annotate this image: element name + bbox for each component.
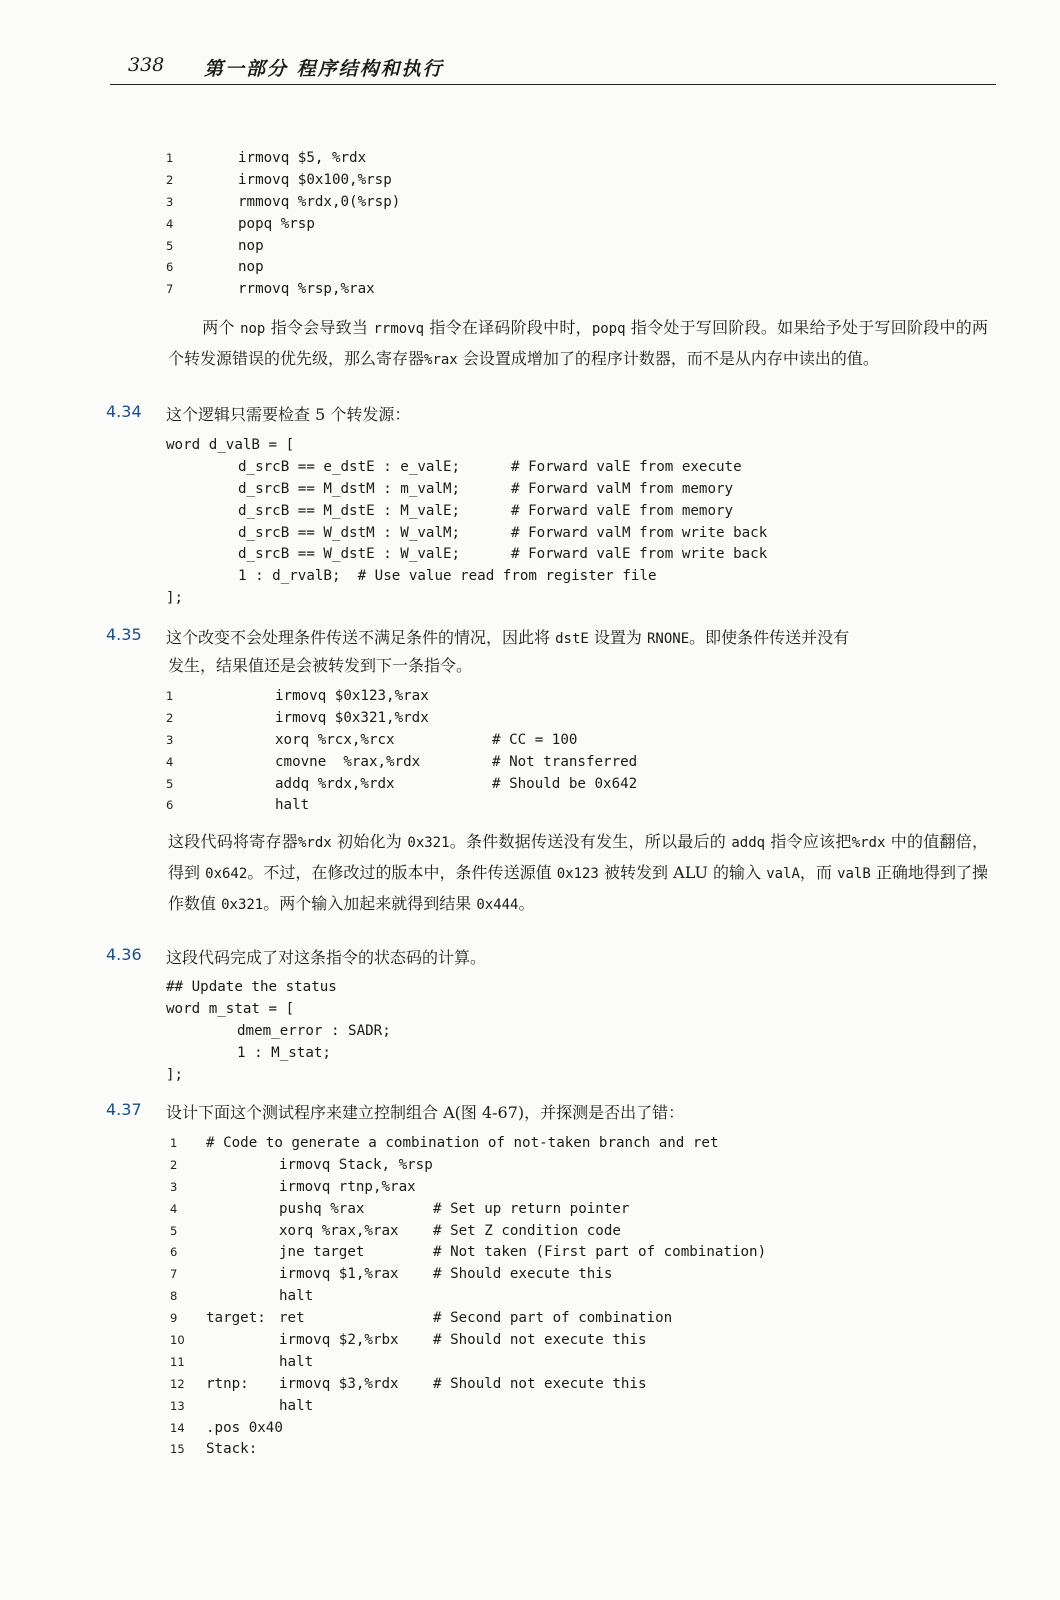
code-text: d_srcB == M_dstE : M_valE; — [238, 502, 461, 519]
code-text: rmmovq %rdx,0(%rsp) — [238, 193, 401, 210]
line-number: 8 — [170, 1289, 178, 1304]
code-label: .pos 0x40 — [206, 1419, 283, 1436]
line-number: 3 — [170, 1179, 178, 1194]
line-number: 15 — [170, 1442, 185, 1457]
code-text: halt — [279, 1288, 314, 1305]
code-comment: # Forward valM from write back — [511, 524, 768, 541]
code-comment: # Set Z condition code — [433, 1222, 621, 1239]
code-text: d_srcB == M_dstM : m_valM; — [238, 480, 461, 497]
code-comment: # Forward valE from write back — [511, 546, 768, 563]
code-text: cmovne %rax,%rdx — [275, 753, 421, 770]
code-text: irmovq $0x100,%rsp — [238, 171, 392, 188]
code-text: irmovq $1,%rax — [279, 1266, 399, 1283]
code-comment: # Forward valE from execute — [511, 458, 742, 475]
code-text: 1 : d_rvalB; # Use value read from register file — [238, 568, 657, 585]
line-number: 6 — [170, 1245, 178, 1260]
line-number: 2 — [166, 172, 174, 187]
code-text: irmovq $0x123,%rax — [275, 688, 429, 704]
code-text: ## Update the status — [166, 979, 337, 995]
line-number: 14 — [170, 1420, 185, 1435]
code-text: word d_valB = [ — [166, 437, 295, 453]
code-text: popq %rsp — [238, 215, 315, 232]
line-number: 5 — [170, 1223, 178, 1238]
code-comment: # Forward valE from memory — [511, 502, 734, 519]
line-number: 4 — [170, 1201, 178, 1216]
code-text: ]; — [166, 1066, 184, 1083]
code-text: addq %rdx,%rdx — [275, 775, 395, 792]
line-number: 7 — [170, 1267, 178, 1282]
line-number: 5 — [166, 238, 174, 253]
line-number: 3 — [166, 194, 174, 209]
line-number: 5 — [166, 776, 174, 791]
line-number: 1 — [166, 689, 174, 703]
line-number: 12 — [170, 1376, 185, 1391]
line-number: 4 — [166, 754, 174, 769]
code-comment: # Not transferred — [492, 753, 638, 770]
header-rule — [110, 84, 996, 85]
section-text-4-35: 这个改变不会处理条件传送不满足条件的情况，因此将 dstE 设置为 RNONE。即使条件传送并没有 — [166, 628, 850, 647]
code-text: pushq %rax — [279, 1200, 365, 1217]
line-number: 11 — [170, 1354, 185, 1369]
section-number-4-35: 4.35 — [106, 625, 142, 644]
code-text: d_srcB == W_dstE : W_valE; — [238, 546, 461, 563]
section-text-4-35-line2: 发生，结果值还是会被转发到下一条指令。 — [168, 656, 473, 675]
code-text: jne target — [279, 1244, 365, 1261]
code-text: rrmovq %rsp,%rax — [238, 281, 375, 298]
line-number: 2 — [166, 710, 174, 725]
code-label: Stack: — [206, 1441, 258, 1458]
code-text: d_srcB == W_dstM : W_valM; — [238, 524, 461, 541]
code-text: dmem_error : SADR; — [237, 1022, 391, 1039]
code-text: word m_stat = [ — [166, 1000, 295, 1017]
code-text: irmovq $2,%rbx — [279, 1332, 399, 1349]
code-comment: # Should not execute this — [433, 1375, 647, 1392]
code-comment: # Second part of combination — [433, 1310, 673, 1327]
line-number: 6 — [166, 798, 174, 813]
line-number: 9 — [170, 1311, 178, 1326]
code-text: nop — [238, 259, 264, 276]
page-number: 338 — [128, 54, 165, 76]
section-number-4-36: 4.36 — [106, 945, 142, 964]
section-text-4-36: 这段代码完成了对这条指令的状态码的计算。 — [166, 948, 487, 967]
running-header — [128, 54, 990, 86]
section-number-4-37: 4.37 — [106, 1100, 142, 1119]
code-comment: # Set up return pointer — [433, 1200, 630, 1217]
code-text: halt — [279, 1397, 314, 1414]
code-comment: # Forward valM from memory — [511, 480, 734, 497]
code-text: irmovq $5, %rdx — [238, 150, 367, 166]
line-number: 1 — [170, 1136, 178, 1150]
code-comment: # Should be 0x642 — [492, 775, 638, 792]
code-text: ]; — [166, 590, 184, 607]
code-text: irmovq rtnp,%rax — [279, 1178, 416, 1195]
line-number: 3 — [166, 732, 174, 747]
line-number: 4 — [166, 216, 174, 231]
code-comment: # CC = 100 — [492, 731, 578, 748]
code-label: rtnp: — [206, 1375, 249, 1392]
section-text-4-37: 设计下面这个测试程序来建立控制组合 A(图 4-67)，并探测是否出了错： — [166, 1103, 685, 1122]
code-text: 1 : M_stat; — [237, 1044, 331, 1061]
paragraph-nop-explanation: 两个 nop 指令会导致当 rrmovq 指令在译码阶段中时，popq 指令处于写回阶段。如果给予处于写回阶段中的两个转发源错误的优先级，那么寄存器%rax 会设置成增加了的程序计数器，而不是从内存中读出的值。 — [168, 318, 988, 368]
paragraph-cmov-explanation: 这段代码将寄存器%rdx 初始化为 0x321。条件数据传送没有发生，所以最后的 addq 指令应该把%rdx 中的值翻倍，得到 0x642。不过，在修改过的版本中，条件传送源值 0x123 被转发到 ALU 的输入 valA，而 valB 正确地得到了操作数值 0x321。两个输入加起来就得到结果 0x444。 — [168, 832, 988, 913]
line-number: 13 — [170, 1398, 185, 1413]
code-label: # Code to generate a combination of not-taken branch and ret — [206, 1135, 719, 1151]
code-label: target: — [206, 1310, 266, 1327]
line-number: 2 — [170, 1157, 178, 1172]
section-number-4-34: 4.34 — [106, 402, 142, 421]
line-number: 7 — [166, 282, 174, 297]
line-number: 6 — [166, 260, 174, 275]
code-text: irmovq Stack, %rsp — [279, 1156, 433, 1173]
code-text: ret — [279, 1310, 305, 1327]
chapter-title: 第一部分 程序结构和执行 — [204, 58, 444, 80]
code-text: nop — [238, 237, 264, 254]
code-text: irmovq $0x321,%rdx — [275, 709, 429, 726]
code-text: halt — [275, 797, 310, 814]
code-text: xorq %rcx,%rcx — [275, 731, 395, 748]
code-text: d_srcB == e_dstE : e_valE; — [238, 458, 461, 475]
code-text: irmovq $3,%rdx — [279, 1375, 399, 1392]
code-text: halt — [279, 1353, 314, 1370]
code-text: xorq %rax,%rax — [279, 1222, 399, 1239]
code-comment: # Not taken (First part of combination) — [433, 1244, 767, 1261]
line-number: 1 — [166, 151, 174, 165]
code-comment: # Should not execute this — [433, 1332, 647, 1349]
line-number: 10 — [170, 1333, 185, 1348]
section-text-4-34: 这个逻辑只需要检查 5 个转发源： — [166, 405, 411, 424]
code-comment: # Should execute this — [433, 1266, 613, 1283]
